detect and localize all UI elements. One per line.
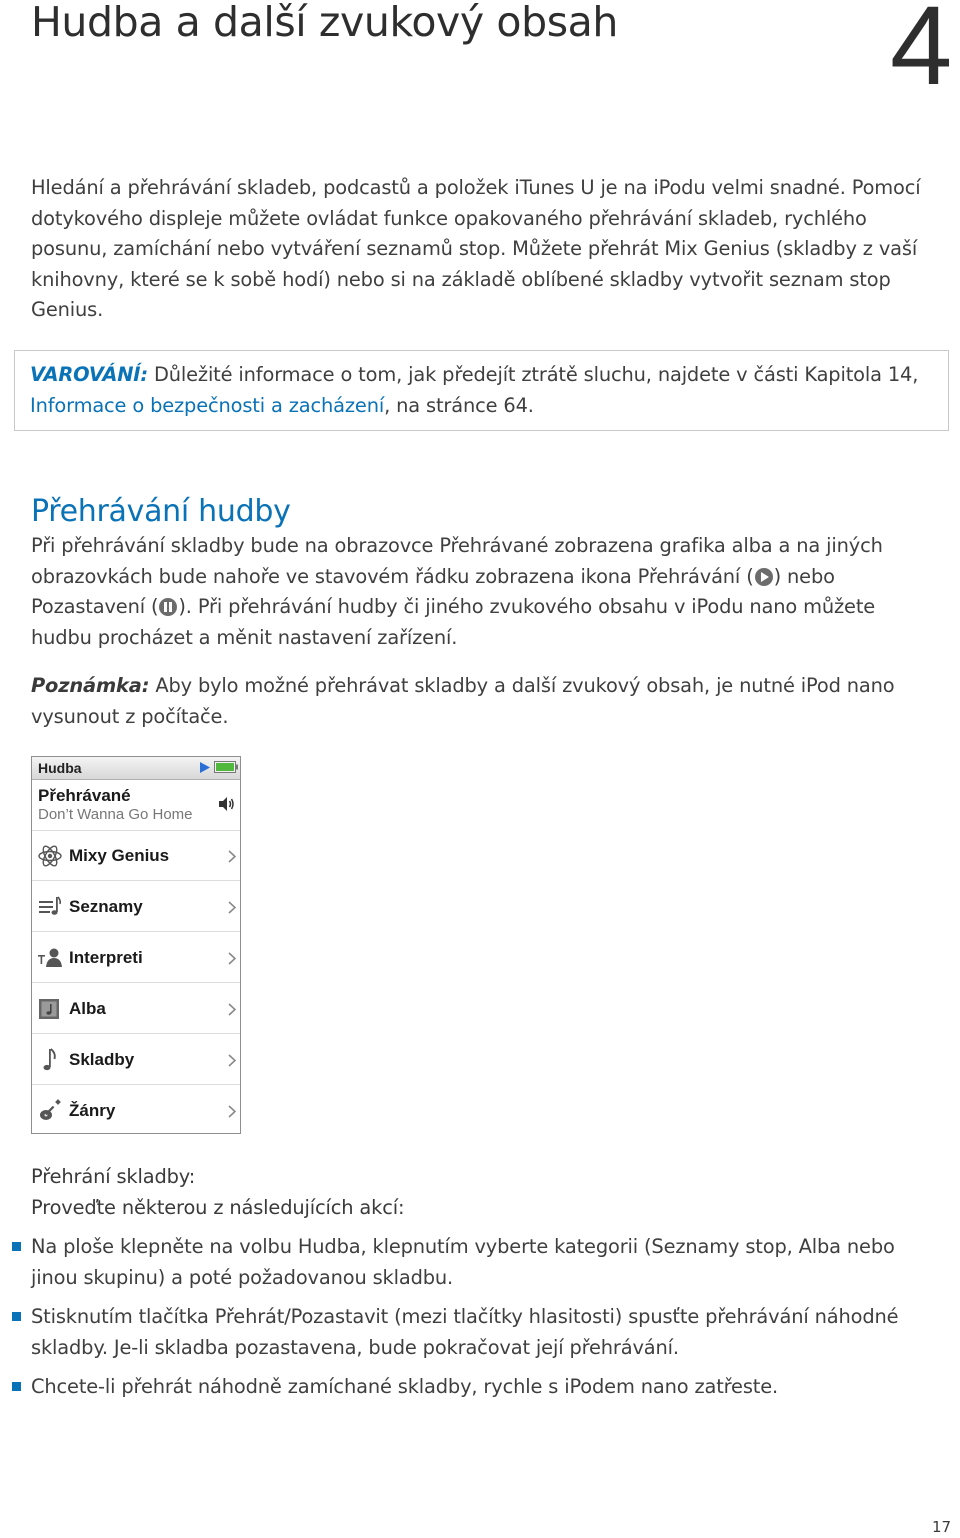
bullet-list (12, 1232, 942, 1412)
artist-icon (37, 945, 63, 971)
section-text-2: ) nebo Pozastavení ( (31, 564, 835, 618)
status-title: Hudba (38, 760, 82, 776)
menu-item-genius-mixes[interactable] (32, 831, 240, 881)
warning-text-before: Důležité informace o tom, jak předejít ztrátě sluchu, najdete v části Kapitola 14, (147, 363, 919, 386)
chapter-title: Hudba a další zvukový obsah (31, 0, 618, 46)
bullet-text: Na ploše klepněte na volbu Hudba, klepnutím vyberte kategorii (Seznamy stop, Alba nebo jinou skupinu) a poté požadovanou skladbu. (31, 1235, 895, 1289)
list-item (12, 1372, 942, 1403)
menu-label: Alba (69, 999, 106, 1018)
warning-label: VAROVÁNÍ: (30, 363, 148, 386)
chevron-right-icon (228, 901, 236, 914)
note-label: Poznámka: (31, 674, 150, 697)
intro-paragraph (31, 173, 941, 326)
menu-label: Mixy Genius (69, 846, 170, 865)
menu-item-artists[interactable] (32, 933, 240, 983)
chevron-right-icon (228, 1105, 236, 1118)
music-note-icon (37, 1047, 63, 1073)
chevron-right-icon (228, 1054, 236, 1067)
speaker-icon (218, 796, 236, 812)
menu-item-albums[interactable] (32, 984, 240, 1034)
chapter-number: 4 (890, 0, 953, 108)
safety-info-link[interactable]: Informace o bezpečnosti a zacházení (30, 393, 385, 417)
menu-item-songs[interactable] (32, 1035, 240, 1085)
section-paragraph (31, 531, 941, 653)
chevron-right-icon (228, 850, 236, 863)
menu-label: Žánry (69, 1101, 116, 1120)
menu-label: Interpreti (69, 948, 143, 967)
now-playing-row[interactable] (32, 780, 240, 831)
menu-label: Seznamy (69, 897, 143, 916)
now-playing-song: Don’t Wanna Go Home (38, 806, 193, 823)
status-play-icon (199, 762, 210, 773)
album-icon (37, 996, 63, 1022)
menu-label: Skladby (69, 1050, 135, 1069)
note-text: Aby bylo možné přehrávat skladby a další zvukový obsah, je nutné iPod nano vysunout z počítače. (31, 674, 895, 728)
bullet-text: Stisknutím tlačítka Přehrát/Pozastavit (mezi tlačítky hlasitosti) spusťte přehrávání náhodné skladby. Je-li skladba pozastavena, bude pokračovat její přehrávání. (31, 1305, 899, 1359)
playlist-icon (37, 894, 63, 920)
guitar-icon (37, 1098, 63, 1124)
play-icon (755, 568, 773, 586)
genius-atom-icon (37, 843, 63, 869)
chevron-right-icon (228, 1003, 236, 1016)
chevron-right-icon (228, 952, 236, 965)
warning-text-after: , na stránce 64. (384, 393, 534, 417)
page-number: 17 (932, 1518, 952, 1536)
howto-heading: Přehrání skladby: (31, 1165, 196, 1188)
bullet-marker (12, 1242, 21, 1251)
howto-sub: Proveďte některou z následujících akcí: (31, 1195, 405, 1219)
menu-item-genres[interactable] (32, 1086, 240, 1136)
list-item (12, 1302, 942, 1363)
list-item (12, 1232, 942, 1293)
battery-icon (214, 761, 238, 773)
ipod-status-bar (32, 757, 240, 780)
pause-icon (159, 598, 177, 616)
ipod-screen (31, 756, 241, 1134)
section-heading: Přehrávání hudby (31, 494, 291, 529)
bullet-text: Chcete-li přehrát náhodně zamíchané skladby, rychle s iPodem nano zatřeste. (31, 1375, 779, 1398)
menu-item-playlists[interactable] (32, 882, 240, 932)
howto-block (31, 1162, 404, 1223)
section-text-1: Při přehrávání skladby bude na obrazovce Přehrávané zobrazena grafika alba a na jiných obrazovkách bude nahoře ve stavovém řádku zobrazena ikona Přehrávání ( (31, 534, 883, 588)
note-paragraph (31, 671, 941, 732)
bullet-marker (12, 1312, 21, 1321)
warning-text (30, 360, 935, 421)
intro-text: Hledání a přehrávání skladeb, podcastů a položek iTunes U je na iPodu velmi snadné. Pomocí dotykového displeje můžete ovládat funkce opakovaného přehrávání skladeb, rychlého posunu, zamíchání nebo vytváření seznamů stop. Můžete přehrát Mix Genius (skladby z vaší knihovny, které se k sobě hodí) nebo si na základě oblíbené skladby vytvořit seznam stop Genius. (31, 176, 921, 321)
bullet-marker (12, 1382, 21, 1391)
now-playing-title: Přehrávané (38, 786, 131, 805)
section-text-3: ). Při přehrávání hudby či jiného zvukového obsahu v iPodu nano můžete hudbu procházet a měnit nastavení zařízení. (31, 595, 876, 649)
